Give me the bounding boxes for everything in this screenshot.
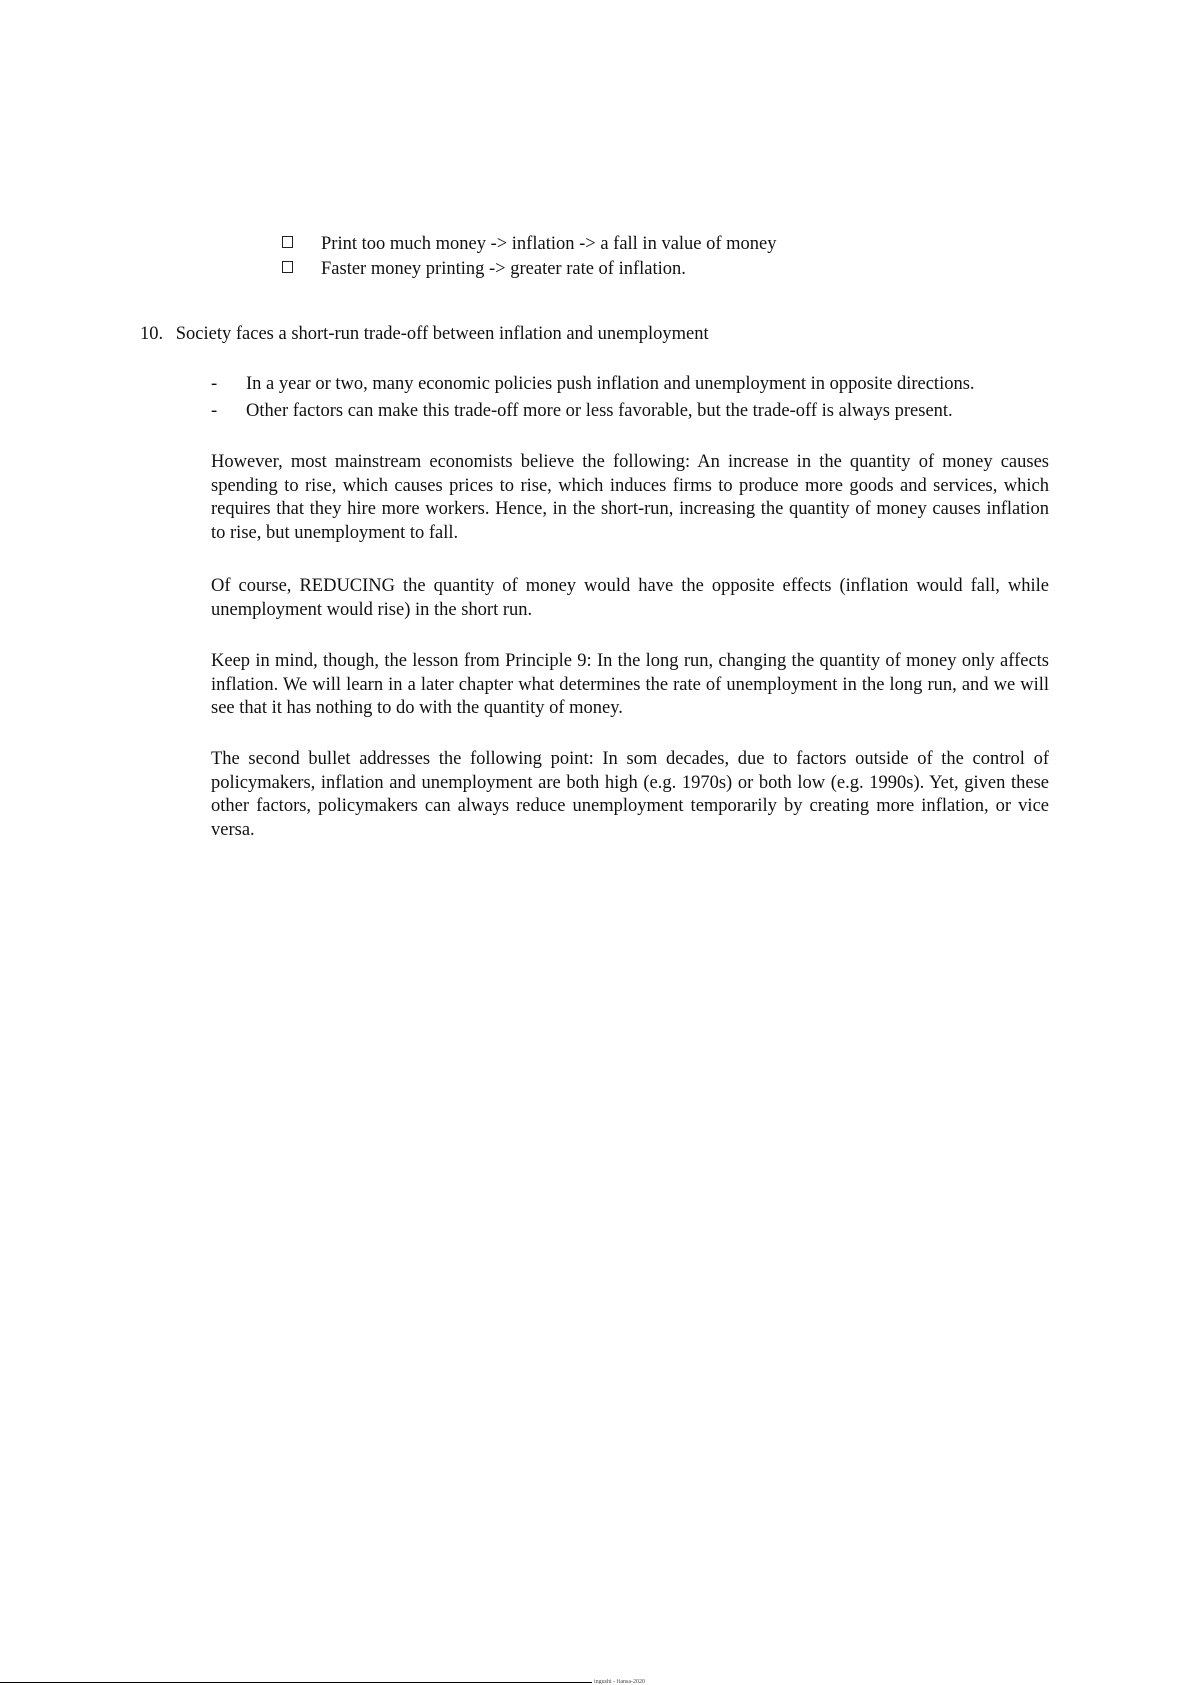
principle-heading <box>140 322 709 346</box>
square-bullet-icon <box>282 236 293 248</box>
dash-list-item <box>211 399 953 423</box>
footer-text-fragment: ingushi - fiansa-2020 <box>594 1679 645 1684</box>
footer-rule <box>0 1682 592 1683</box>
dash-marker: - <box>211 401 218 421</box>
sub-bullet-text: Print too much money -> inflation -> a fall in value of money <box>321 234 777 254</box>
dash-list-item <box>211 372 975 396</box>
paragraph: Of course, REDUCING the quantity of money would have the opposite effects (inflation would fall, while unemployment would rise) in the short run. <box>211 576 1049 620</box>
dash-item-text: Other factors can make this trade-off more or less favorable, but the trade-off is always present. <box>246 401 953 421</box>
dash-item-text: In a year or two, many economic policies push inflation and unemployment in opposite directions. <box>246 374 975 394</box>
paragraph: The second bullet addresses the following point: In som decades, due to factors outside of the control of policymakers, inflation and unemployment are both high (e.g. 1970s) or both low (e.g. 1990s). Yet, given these other factors, policymakers can always reduce unemployment temporarily by creating more inflation, or vice versa. <box>211 749 1049 840</box>
paragraph: However, most mainstream economists believe the following: An increase in the quantity of money causes spending to rise, which causes prices to rise, which induces firms to produce more goods and services, which requires that they hire more workers. Hence, in the short-run, increasing the quantity of money causes inflation to rise, but unemployment to fall. <box>211 452 1049 543</box>
principle-title: Society faces a short-run trade-off between inflation and unemployment <box>175 324 709 344</box>
paragraph: Keep in mind, though, the lesson from Principle 9: In the long run, changing the quantity of money only affects inflation. We will learn in a later chapter what determines the rate of unemployment in the long run, and we will see that it has nothing to do with the quantity of money. <box>211 651 1049 718</box>
sub-bullet-item <box>282 257 686 281</box>
dash-marker: - <box>211 374 218 394</box>
sub-bullet-item <box>282 232 777 256</box>
square-bullet-icon <box>282 261 293 273</box>
sub-bullet-text: Faster money printing -> greater rate of inflation. <box>321 259 686 279</box>
principle-number: 10. <box>140 324 164 344</box>
